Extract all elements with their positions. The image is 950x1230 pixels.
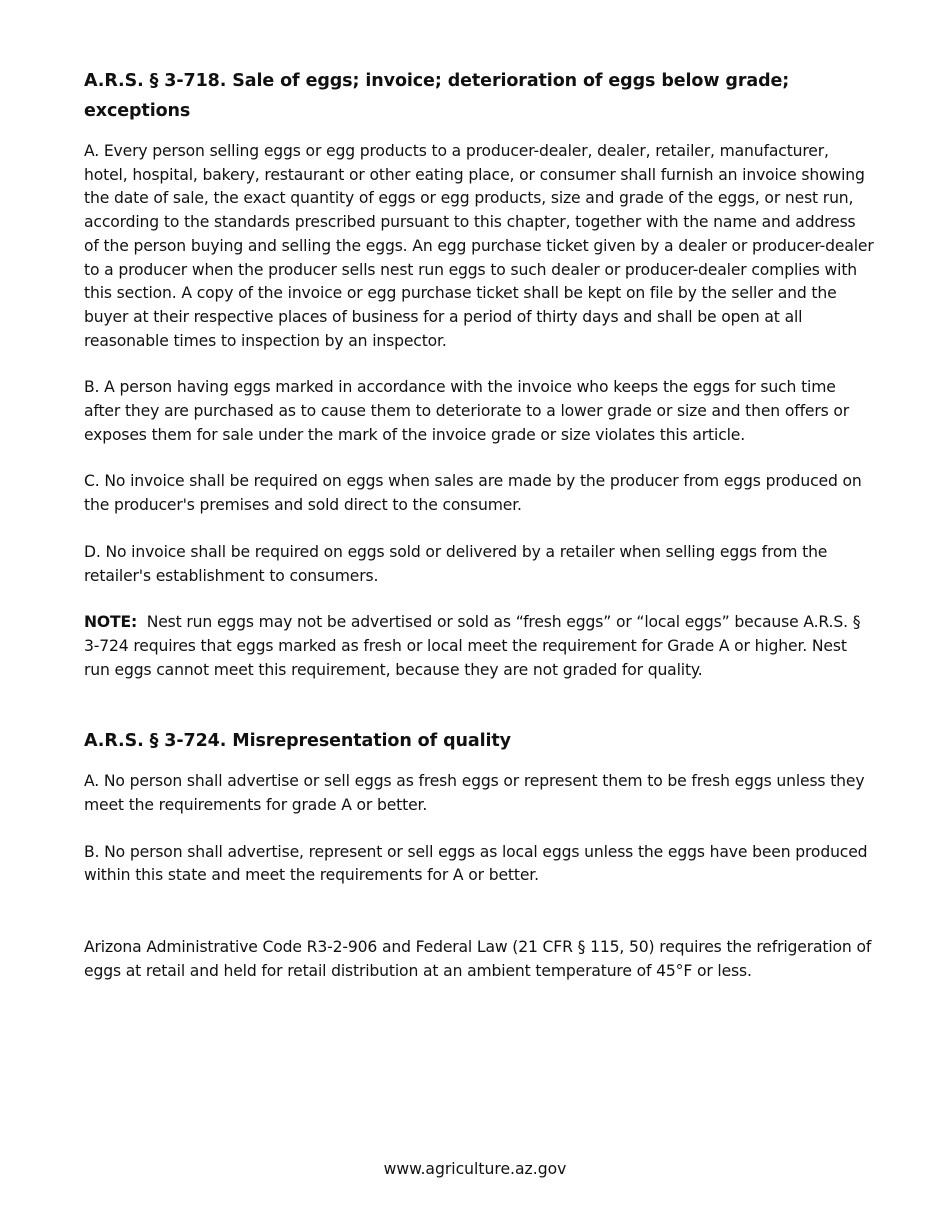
paragraph-3-718-a: A. Every person selling eggs or egg products to a producer-dealer, dealer, retailer, manufacturer, hotel, hospital, bakery, restaurant or other eating place, or consumer shall furnish an invoice showing the date of sale, the exact quantity of eggs or egg products, size and grade of the eggs, or nest run, according to the standards prescribed pursuant to this chapter, together with the name and address of the person buying and selling the eggs. An egg purchase ticket given by a dealer or producer-dealer to a producer when the producer sells nest run eggs to such dealer or producer-dealer complies with this section. A copy of the invoice or egg purchase ticket shall be kept on file by the seller and the buyer at their respective places of business for a period of thirty days and shall be open at all reasonable times to inspection by an inspector. <box>84 142 874 350</box>
section-heading-3-718: A.R.S. § 3-718. Sale of eggs; invoice; deterioration of eggs below grade; exceptions <box>84 71 790 121</box>
paragraph-3-718-b: B. A person having eggs marked in accordance with the invoice who keeps the eggs for such time after they are purchased as to cause them to deteriorate to a lower grade or size and then offers or exposes them for sale under the mark of the invoice grade or size violates this article. <box>84 378 850 444</box>
note-paragraph <box>84 611 874 682</box>
document-body <box>84 66 874 1007</box>
note-text: Nest run eggs may not be advertised or sold as “fresh eggs” or “local eggs” because A.R.S. § 3-724 requires that eggs marked as fresh or local meet the requirement for Grade A or higher. Nest run eggs cannot meet this requirement, because they are not graded for quality. <box>84 613 861 679</box>
paragraph-3-718-d: D. No invoice shall be required on eggs sold or delivered by a retailer when selling eggs from the retailer's establishment to consumers. <box>84 542 828 585</box>
section-heading-3-724: A.R.S. § 3-724. Misrepresentation of quality <box>84 731 511 752</box>
footer-url: www.agriculture.az.gov <box>383 1160 567 1178</box>
paragraph-3-724-a: A. No person shall advertise or sell eggs as fresh eggs or represent them to be fresh eggs unless they meet the requirements for grade A or better. <box>84 772 865 815</box>
paragraph-3-724-b: B. No person shall advertise, represent or sell eggs as local eggs unless the eggs have been produced within this state and meet the requirements for A or better. <box>84 842 868 885</box>
note-label: NOTE: <box>84 613 138 632</box>
paragraph-3-718-c: C. No invoice shall be required on eggs when sales are made by the producer from eggs produced on the producer's premises and sold direct to the consumer. <box>84 472 862 515</box>
refrigeration-paragraph: Arizona Administrative Code R3-2-906 and Federal Law (21 CFR § 115, 50) requires the refrigeration of eggs at retail and held for retail distribution at an ambient temperature of 45°F or less. <box>84 938 872 980</box>
